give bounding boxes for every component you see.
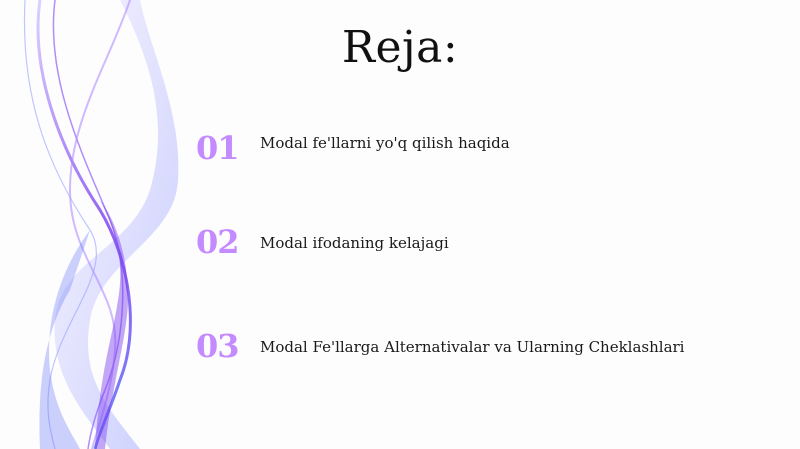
item-text: Modal Fe'llarga Alternativalar va Ularning Cheklashlari: [260, 338, 685, 356]
list-item: [196, 222, 776, 266]
item-number: 03: [196, 327, 239, 365]
slide-title: Reja:: [341, 22, 459, 73]
item-text: Modal ifodaning kelajagi: [260, 234, 449, 252]
list-item: [196, 128, 776, 172]
list-item: [196, 326, 776, 370]
item-text: Modal fe'llarni yo'q qilish haqida: [260, 134, 510, 152]
item-number: 01: [196, 129, 239, 167]
item-number: 02: [196, 223, 239, 261]
